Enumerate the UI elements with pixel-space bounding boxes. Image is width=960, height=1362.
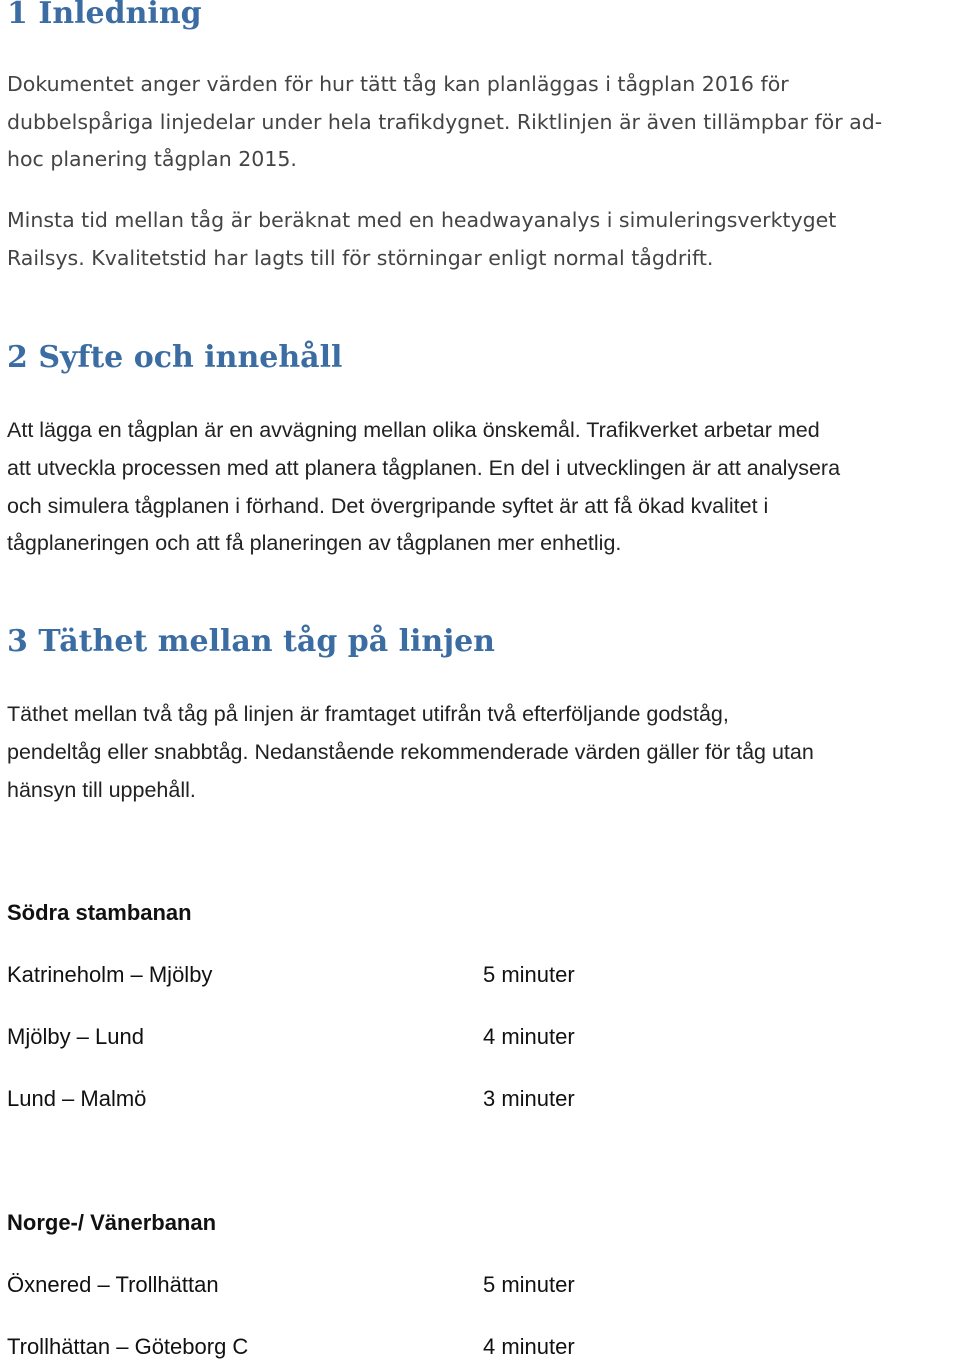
section-heading-inledning: 1 Inledning <box>7 0 202 31</box>
paragraph-line: att utveckla processen med att planera tågplanen. En del i utvecklingen är att analysera <box>7 455 841 480</box>
line-row <box>0 960 960 990</box>
paragraph-tathet <box>7 696 952 809</box>
paragraph-line: Att lägga en tågplan är en avvägning mellan olika önskemål. Trafikverket arbetar med <box>7 418 820 442</box>
paragraph-line: och simulera tågplanen i förhand. Det övergripande syftet är att få ökad kvalitet i <box>7 493 769 518</box>
paragraph-headway-analysis <box>7 202 952 277</box>
paragraph-line: hänsyn till uppehåll. <box>7 777 196 802</box>
paragraph-purpose-of-document <box>7 66 952 179</box>
section-heading-tathet: 3 Täthet mellan tåg på linjen <box>7 624 495 659</box>
paragraph-line: hoc planering tågplan 2015. <box>7 147 297 171</box>
headway-time: 4 minuter <box>483 1334 575 1359</box>
line-row <box>0 1332 960 1362</box>
line-row <box>0 1270 960 1300</box>
paragraph-line: Railsys. Kvalitetstid har lagts till för störningar enligt normal tågdrift. <box>7 245 714 270</box>
headway-time: 5 minuter <box>483 1272 575 1297</box>
headway-time: 3 minuter <box>483 1086 575 1111</box>
line-group-title-norge-vanerbanan: Norge-/ Vänerbanan <box>7 1210 217 1235</box>
route-name: Trollhättan – Göteborg C <box>7 1334 249 1359</box>
paragraph-syfte <box>7 412 952 563</box>
line-row <box>0 1022 960 1052</box>
route-name: Lund – Malmö <box>7 1086 147 1111</box>
paragraph-line: Dokumentet anger värden för hur tätt tåg kan planläggas i tågplan 2016 för <box>7 72 789 96</box>
route-name: Öxnered – Trollhättan <box>7 1272 219 1297</box>
paragraph-line: tågplaneringen och att få planeringen av tågplanen mer enhetlig. <box>7 531 622 556</box>
route-name: Katrineholm – Mjölby <box>7 962 213 987</box>
line-row <box>0 1084 960 1114</box>
paragraph-line: Täthet mellan två tåg på linjen är framtaget utifrån två efterföljande godståg, <box>7 702 729 726</box>
paragraph-line: dubbelspåriga linjedelar under hela trafikdygnet. Riktlinjen är även tillämpbar för ad- <box>7 109 883 134</box>
paragraph-line: pendeltåg eller snabbtåg. Nedanstående rekommenderade värden gäller för tåg utan <box>7 739 814 764</box>
section-heading-syfte: 2 Syfte och innehåll <box>7 340 343 375</box>
line-group-title-sodra-stambanan: Södra stambanan <box>7 900 192 925</box>
paragraph-line: Minsta tid mellan tåg är beräknat med en headwayanalys i simuleringsverktyget <box>7 208 837 232</box>
headway-time: 5 minuter <box>483 962 575 987</box>
headway-time: 4 minuter <box>483 1024 575 1049</box>
route-name: Mjölby – Lund <box>7 1024 144 1049</box>
